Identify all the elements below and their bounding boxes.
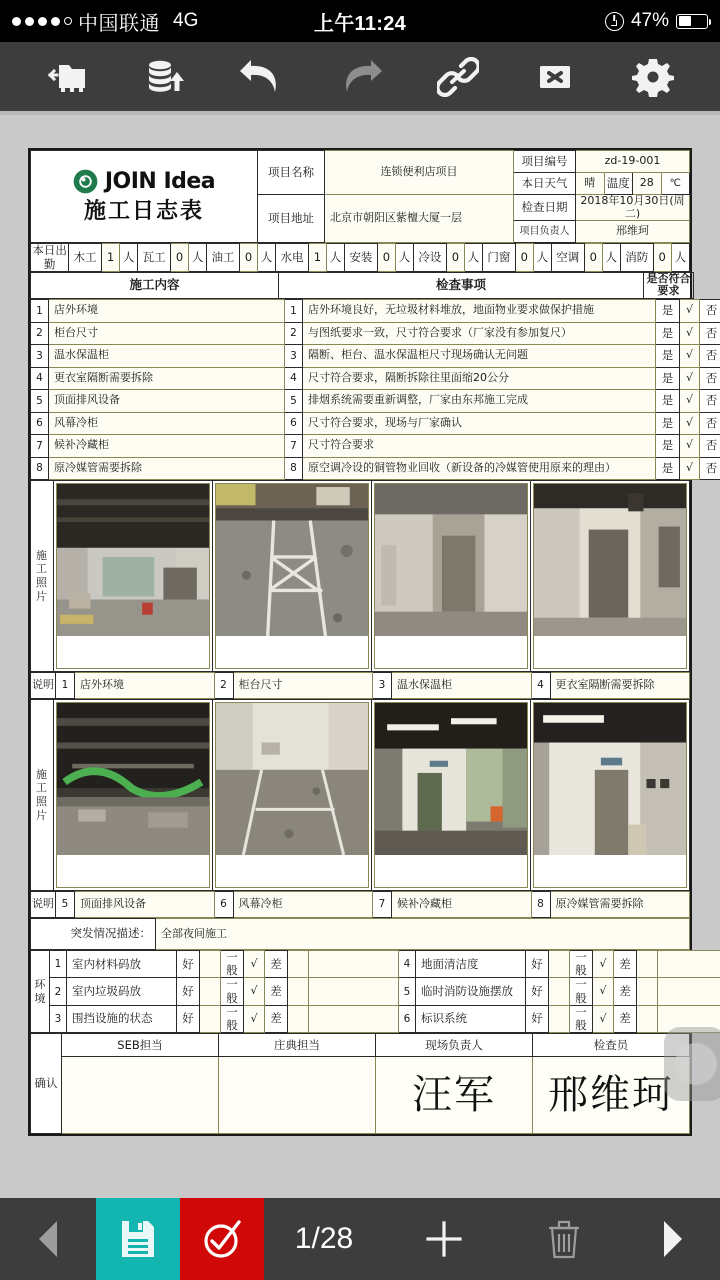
env-name-right-0: 地面清洁度 — [416, 951, 526, 978]
photo-8[interactable] — [531, 700, 690, 891]
environment-row — [31, 978, 720, 1005]
env-average-box-left-2[interactable]: √ — [244, 1005, 265, 1032]
import-folder-button[interactable] — [38, 48, 96, 106]
yes-label-4: 是 — [656, 390, 680, 413]
work-column-header: 施工内容 — [31, 272, 279, 298]
work-content-3[interactable]: 更衣室隔断需要拆除 — [49, 367, 285, 390]
inspection-content-2[interactable]: 隔断、柜台、温水保温柜尺寸现场确认无问题 — [303, 345, 656, 368]
no-label-4: 否 — [700, 390, 720, 413]
env-good-label-left-0: 好 — [177, 951, 200, 978]
photo-6[interactable] — [213, 700, 372, 891]
emergency-table — [30, 918, 690, 950]
content-header-table — [30, 272, 694, 299]
attendance-trade-count-3[interactable]: 1 — [308, 244, 326, 271]
attendance-trade-count-8[interactable]: 0 — [653, 244, 671, 271]
row-index-4: 5 — [31, 390, 49, 413]
project-no-value[interactable]: zd-19-001 — [576, 151, 690, 173]
battery-percent: 47% — [630, 10, 669, 31]
yes-label-5: 是 — [656, 412, 680, 435]
env-good-label-right-0: 好 — [526, 951, 549, 978]
page-indicator: 1/28 — [294, 1222, 354, 1255]
table-row — [31, 322, 720, 345]
add-page-button[interactable] — [384, 1198, 504, 1280]
env-average-label-left-0: 一般 — [221, 951, 244, 978]
yes-label-2: 是 — [656, 345, 680, 368]
attendance-trade-name-2: 油工 — [207, 244, 240, 271]
inspection-index-1: 2 — [285, 322, 303, 345]
attendance-trade-count-0[interactable]: 1 — [102, 244, 120, 271]
signature-cell-0[interactable] — [62, 1057, 219, 1134]
table-row — [31, 412, 720, 435]
caption-text-1-0[interactable]: 顶面排风设备 — [75, 892, 215, 918]
env-good-box-left-2[interactable] — [200, 1005, 221, 1032]
project-name-label: 项目名称 — [258, 151, 325, 195]
env-poor-box-left-0[interactable] — [288, 951, 309, 978]
env-average-box-left-0[interactable]: √ — [244, 951, 265, 978]
table-row — [31, 435, 720, 458]
attendance-table — [30, 243, 690, 271]
env-good-box-right-0[interactable] — [549, 951, 570, 978]
attendance-trade-count-6[interactable]: 0 — [515, 244, 533, 271]
env-average-label-left-1: 一般 — [221, 978, 244, 1005]
caption-index-0-1: 2 — [214, 673, 233, 699]
caption-index-0-3: 4 — [531, 673, 550, 699]
env-poor-label-left-1: 差 — [265, 978, 288, 1005]
sheet-header-table — [30, 150, 690, 243]
work-content-1[interactable]: 柜台尺寸 — [49, 322, 285, 345]
env-note-right-0[interactable] — [658, 951, 720, 978]
weather-label: 本日天气 — [514, 173, 576, 195]
document-scroll-area[interactable] — [0, 115, 720, 1165]
env-average-label-right-2: 一般 — [570, 1005, 593, 1032]
environment-row — [31, 1005, 720, 1032]
env-name-left-0: 室内材料码放 — [67, 951, 177, 978]
attendance-unit-6: 人 — [533, 244, 551, 271]
inspection-index-7: 8 — [285, 457, 303, 480]
network-type: 4G — [173, 10, 199, 31]
attendance-trade-count-4[interactable]: 0 — [377, 244, 395, 271]
row-index-6: 7 — [31, 435, 49, 458]
inspection-content-6[interactable]: 尺寸符合要求 — [303, 435, 656, 458]
signature-text-2: 汪军 — [412, 1072, 496, 1119]
no-label-6: 否 — [700, 435, 720, 458]
yes-label-1: 是 — [656, 322, 680, 345]
no-label-0: 否 — [700, 300, 720, 323]
inspection-index-0: 1 — [285, 300, 303, 323]
undo-button[interactable] — [233, 48, 291, 106]
work-content-6[interactable]: 候补冷藏柜 — [49, 435, 285, 458]
environment-table — [30, 950, 720, 1033]
temperature-label: 温度 — [604, 173, 633, 195]
env-note-left-0[interactable] — [309, 951, 399, 978]
attendance-trade-name-4: 安装 — [345, 244, 378, 271]
env-good-label-right-2: 好 — [526, 1005, 549, 1032]
table-row — [31, 345, 720, 368]
address-label: 项目地址 — [258, 195, 325, 243]
address-value[interactable]: 北京市朝阳区紫檀大厦一层 — [325, 195, 514, 243]
work-content-4[interactable]: 顶面排风设备 — [49, 390, 285, 413]
env-good-label-right-1: 好 — [526, 978, 549, 1005]
env-name-left-1: 室内垃圾码放 — [67, 978, 177, 1005]
settings-button[interactable] — [624, 48, 682, 106]
photo-7[interactable] — [372, 700, 531, 891]
work-content-7[interactable]: 原冷媒管需要拆除 — [49, 457, 285, 480]
photo-captions-1 — [30, 672, 690, 699]
caption-index-1-0: 5 — [56, 892, 75, 918]
attendance-trade-name-1: 瓦工 — [138, 244, 171, 271]
photo-4[interactable] — [531, 481, 690, 672]
work-content-0[interactable]: 店外环境 — [49, 300, 285, 323]
attendance-trade-count-7[interactable]: 0 — [584, 244, 602, 271]
env-poor-label-left-2: 差 — [265, 1005, 288, 1032]
attendance-trade-name-3: 水电 — [276, 244, 309, 271]
env-good-box-right-2[interactable] — [549, 1005, 570, 1032]
bottom-toolbar — [0, 1198, 720, 1280]
caption-index-1-3: 8 — [531, 892, 550, 918]
yes-checkbox-2[interactable]: √ — [680, 345, 700, 368]
yes-label-7: 是 — [656, 457, 680, 480]
caption-text-1-3[interactable]: 原冷媒管需要拆除 — [550, 892, 690, 918]
env-index-left-2: 3 — [50, 1005, 67, 1032]
env-note-left-2[interactable] — [309, 1005, 399, 1032]
project-name-value[interactable]: 连锁便利店项目 — [325, 151, 514, 195]
yes-checkbox-0[interactable]: √ — [680, 300, 700, 323]
manager-label: 项目负责人 — [514, 221, 576, 243]
no-label-1: 否 — [700, 322, 720, 345]
attendance-unit-3: 人 — [326, 244, 344, 271]
inspection-index-3: 4 — [285, 367, 303, 390]
attendance-unit-2: 人 — [258, 244, 276, 271]
env-good-label-left-2: 好 — [177, 1005, 200, 1032]
attendance-trade-name-7: 空调 — [551, 244, 584, 271]
env-index-left-0: 1 — [50, 951, 67, 978]
caption-text-0-3[interactable]: 更衣室隔断需要拆除 — [550, 673, 690, 699]
caption-index-0-0: 1 — [56, 673, 75, 699]
photo-3[interactable] — [372, 481, 531, 672]
floating-overlay-button[interactable] — [664, 1027, 720, 1101]
confirmation-table — [30, 1033, 690, 1134]
attendance-unit-5: 人 — [464, 244, 482, 271]
approve-button[interactable] — [180, 1198, 264, 1280]
env-poor-label-right-1: 差 — [614, 978, 637, 1005]
attendance-trade-name-5: 冷设 — [413, 244, 446, 271]
yes-checkbox-4[interactable]: √ — [680, 390, 700, 413]
env-index-right-0: 4 — [399, 951, 416, 978]
row-index-0: 1 — [31, 300, 49, 323]
inspection-index-5: 6 — [285, 412, 303, 435]
save-button[interactable] — [96, 1198, 180, 1280]
link-button[interactable] — [429, 48, 487, 106]
attendance-trade-name-0: 木工 — [69, 244, 102, 271]
row-index-1: 2 — [31, 322, 49, 345]
yes-checkbox-6[interactable]: √ — [680, 435, 700, 458]
carrier-name: 中国联通 — [78, 12, 160, 35]
logo-wordmark: JOIN Idea — [104, 168, 216, 194]
top-toolbar — [0, 42, 720, 111]
env-good-label-left-1: 好 — [177, 978, 200, 1005]
row-index-7: 8 — [31, 457, 49, 480]
photo-caption-row — [31, 892, 690, 918]
attendance-unit-1: 人 — [189, 244, 207, 271]
work-content-2[interactable]: 温水保温柜 — [49, 345, 285, 368]
project-no-label: 项目编号 — [514, 151, 576, 173]
photo-1[interactable] — [54, 481, 213, 672]
row-index-5: 6 — [31, 412, 49, 435]
temperature-unit: ℃ — [661, 173, 690, 195]
env-index-left-1: 2 — [50, 978, 67, 1005]
battery-icon — [676, 14, 708, 29]
yes-checkbox-3[interactable]: √ — [680, 367, 700, 390]
manager-value[interactable]: 邢维珂 — [576, 221, 690, 243]
signature-cell-2[interactable] — [376, 1057, 533, 1134]
env-average-box-right-2[interactable]: √ — [593, 1005, 614, 1032]
yes-label-0: 是 — [656, 300, 680, 323]
caption-label-0: 说明 — [31, 673, 56, 699]
check-date-label: 检查日期 — [514, 195, 576, 221]
weather-value[interactable]: 晴 — [576, 173, 605, 195]
attendance-unit-4: 人 — [395, 244, 413, 271]
confirm-side-label: 确认 — [31, 1034, 62, 1134]
photo-caption-row — [31, 673, 690, 699]
caption-text-1-2[interactable]: 候补冷藏柜 — [392, 892, 532, 918]
env-name-right-2: 标识系统 — [416, 1005, 526, 1032]
no-label-7: 否 — [700, 457, 720, 480]
attendance-unit-7: 人 — [602, 244, 620, 271]
yes-label-3: 是 — [656, 367, 680, 390]
status-bar-left — [12, 7, 198, 36]
inspection-content-0[interactable]: 店外环境良好，无垃圾材料堆放，地面物业要求做保护措施 — [303, 300, 656, 323]
redo-button — [331, 48, 389, 106]
env-good-box-left-0[interactable] — [200, 951, 221, 978]
delete-button[interactable] — [504, 1198, 624, 1280]
env-average-box-right-0[interactable]: √ — [593, 951, 614, 978]
join-idea-logo-icon — [73, 169, 98, 194]
caption-label-1: 说明 — [31, 892, 56, 918]
attendance-trade-count-1[interactable]: 0 — [171, 244, 189, 271]
signature-text-3: 邢维珂 — [548, 1072, 674, 1119]
construction-log-sheet — [28, 148, 718, 1136]
yes-checkbox-1[interactable]: √ — [680, 322, 700, 345]
attendance-trade-count-2[interactable]: 0 — [239, 244, 257, 271]
env-name-right-1: 临时消防设施摆放 — [416, 978, 526, 1005]
caption-index-0-2: 3 — [373, 673, 392, 699]
caption-text-1-1[interactable]: 风幕冷柜 — [233, 892, 373, 918]
prev-page-button[interactable] — [0, 1198, 96, 1280]
inspection-rows-table — [30, 299, 720, 480]
emergency-label: 突发情况描述： — [31, 919, 156, 950]
work-content-5[interactable]: 风幕冷柜 — [49, 412, 285, 435]
status-bar — [0, 0, 720, 42]
environment-row — [31, 951, 720, 978]
compliance-column-header: 是否符合要求 — [644, 272, 694, 298]
status-bar-clock: 上午11:24 — [313, 12, 407, 35]
env-poor-label-right-0: 差 — [614, 951, 637, 978]
env-good-box-right-1[interactable] — [549, 978, 570, 1005]
row-index-3: 4 — [31, 367, 49, 390]
attendance-unit-8: 人 — [671, 244, 689, 271]
environment-side-label: 环境 — [31, 951, 50, 1033]
env-poor-box-right-1[interactable] — [637, 978, 658, 1005]
env-poor-label-left-0: 差 — [265, 951, 288, 978]
status-bar-right — [605, 10, 708, 32]
check-date-value[interactable]: 2018年10月30日(周二) — [576, 195, 690, 221]
table-row — [31, 300, 720, 323]
caption-text-0-1[interactable]: 柜台尺寸 — [233, 673, 373, 699]
attendance-trade-name-8: 消防 — [620, 244, 653, 271]
signal-strength-icon — [12, 17, 72, 26]
yes-checkbox-7[interactable]: √ — [680, 457, 700, 480]
inspection-index-2: 3 — [285, 345, 303, 368]
table-row — [31, 367, 720, 390]
next-page-button[interactable] — [624, 1198, 720, 1280]
confirm-header-3: 检查员 — [533, 1034, 690, 1057]
photo-side-label-1: 施工照片 — [31, 481, 54, 672]
confirm-header-2: 现场负责人 — [376, 1034, 533, 1057]
photo-section-2 — [30, 699, 690, 891]
no-label-5: 否 — [700, 412, 720, 435]
confirm-header-0: SEB担当 — [62, 1034, 219, 1057]
upload-database-button[interactable] — [136, 48, 194, 106]
attendance-label: 本日出勤 — [32, 243, 67, 271]
env-poor-box-right-2[interactable] — [637, 1005, 658, 1032]
caption-index-1-2: 7 — [373, 892, 392, 918]
signature-cell-1[interactable] — [219, 1057, 376, 1134]
env-average-box-left-1[interactable]: √ — [244, 978, 265, 1005]
env-poor-box-left-1[interactable] — [288, 978, 309, 1005]
photo-captions-2 — [30, 891, 690, 918]
photo-side-label-2: 施工照片 — [31, 700, 54, 891]
inspection-content-1[interactable]: 与图纸要求一致，尺寸符合要求（厂家没有参加复尺） — [303, 322, 656, 345]
close-button[interactable] — [526, 48, 584, 106]
sheet-title: 施工日志表 — [83, 199, 204, 225]
no-label-3: 否 — [700, 367, 720, 390]
logo-cell — [31, 151, 258, 243]
env-average-label-left-2: 一般 — [221, 1005, 244, 1032]
attendance-unit-0: 人 — [120, 244, 138, 271]
photo-5[interactable] — [54, 700, 213, 891]
table-row — [31, 390, 720, 413]
env-good-box-left-1[interactable] — [200, 978, 221, 1005]
caption-text-0-2[interactable]: 温水保温柜 — [392, 673, 532, 699]
inspection-column-header: 检查事项 — [279, 272, 644, 298]
row-index-2: 3 — [31, 345, 49, 368]
env-poor-box-right-0[interactable] — [637, 951, 658, 978]
table-row — [31, 457, 720, 480]
inspection-index-6: 7 — [285, 435, 303, 458]
temperature-value[interactable]: 28 — [633, 173, 662, 195]
env-average-box-right-1[interactable]: √ — [593, 978, 614, 1005]
caption-text-0-0[interactable]: 店外环境 — [75, 673, 215, 699]
env-note-right-1[interactable] — [658, 978, 720, 1005]
confirm-header-1: 庄典担当 — [219, 1034, 376, 1057]
inspection-content-4[interactable]: 排烟系统需要重新调整，厂家由东邦施工完成 — [303, 390, 656, 413]
photo-2[interactable] — [213, 481, 372, 672]
env-poor-box-left-2[interactable] — [288, 1005, 309, 1032]
env-average-label-right-1: 一般 — [570, 978, 593, 1005]
env-poor-label-right-2: 差 — [614, 1005, 637, 1032]
env-index-right-1: 5 — [399, 978, 416, 1005]
rotation-lock-icon — [605, 12, 624, 31]
inspection-content-7[interactable]: 原空调冷设的铜管物业回收（新设备的冷媒管使用原来的理由） — [303, 457, 656, 480]
attendance-trade-name-6: 门窗 — [482, 244, 515, 271]
yes-checkbox-5[interactable]: √ — [680, 412, 700, 435]
env-name-left-2: 围挡设施的状态 — [67, 1005, 177, 1032]
inspection-content-5[interactable]: 尺寸符合要求，现场与厂家确认 — [303, 412, 656, 435]
env-index-right-2: 6 — [399, 1005, 416, 1032]
env-average-label-right-0: 一般 — [570, 951, 593, 978]
attendance-trade-count-5[interactable]: 0 — [446, 244, 464, 271]
photo-section-1 — [30, 480, 690, 672]
env-note-left-1[interactable] — [309, 978, 399, 1005]
inspection-index-4: 5 — [285, 390, 303, 413]
caption-index-1-1: 6 — [214, 892, 233, 918]
emergency-value[interactable]: 全部夜间施工 — [156, 919, 690, 950]
yes-label-6: 是 — [656, 435, 680, 458]
no-label-2: 否 — [700, 345, 720, 368]
inspection-content-3[interactable]: 尺寸符合要求，隔断拆除往里面缩20公分 — [303, 367, 656, 390]
